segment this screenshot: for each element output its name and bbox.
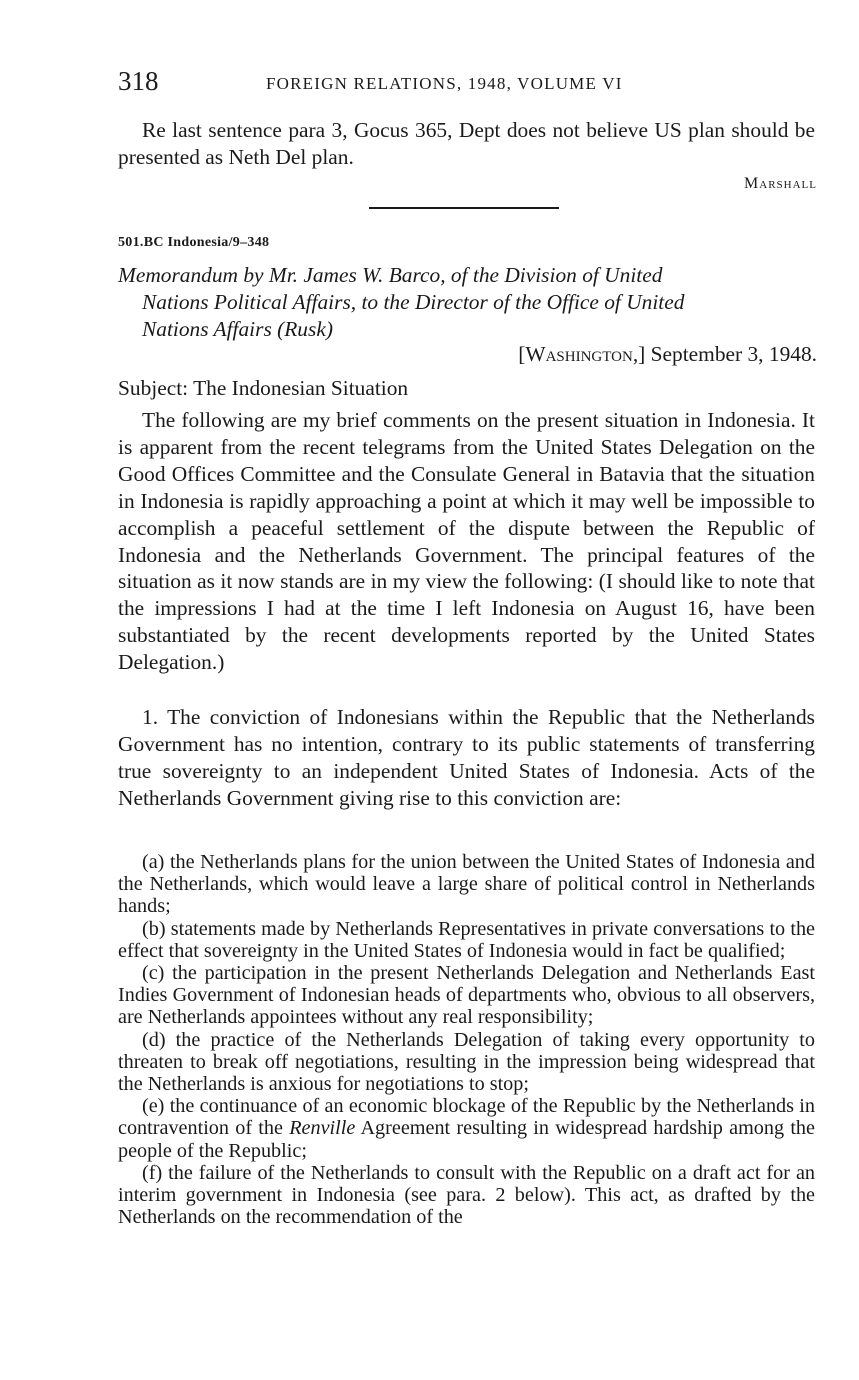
file-reference: 501.BC Indonesia/9–348 [118, 235, 270, 250]
dateline-date: September 3, 1948. [650, 342, 817, 366]
intro-paragraph: The following are my brief comments on the present situation in Indonesia. It is apparent from the recent telegrams from the United States Delegation on the Good Offices Committee and the Consulate General in Batavia that the situation in Indonesia is rapidly approaching a point at which it may well be impossible to accomplish a peaceful settlement of the dispute between the Republic of Indonesia and the Netherlands Government. The principal features of the situation as it now stands are in my view the following: (I should like to note that the impressions I had at the time I left Indonesia on August 16, have been substantiated by the recent developments reported by the United States Delegation.) [118, 408, 815, 675]
memo-heading-line-3: Nations Affairs (Rusk) [142, 316, 333, 341]
page-number: 318 [118, 66, 159, 96]
dateline-place: [Washington,] [518, 342, 646, 366]
opening-paragraph-block [118, 117, 815, 171]
item-d: (d) the practice of the Netherlands Delegation of taking every opportunity to threaten to break off negotiations, resulting in the impression being widespread that the Netherlands is anxious for negotiations to stop; [118, 1028, 815, 1096]
item-e-text-1: (e) the continuance of an economic blockage of the Republic by the Netherlands in contravention of the [118, 1095, 815, 1140]
dateline [518, 342, 817, 367]
opening-paragraph: Re last sentence para 3, Gocus 365, Dept does not believe US plan should be presented as Neth Del plan. [118, 118, 815, 169]
point-1-paragraph: 1. The conviction of Indonesians within the Republic that the Netherlands Government has no intention, contrary to its public statements of transferring true sovereignty to an independent United States of Indonesia. Acts of the Netherlands Government giving rise to this conviction are: [118, 705, 815, 810]
memo-heading-line-1: Memorandum by Mr. James W. Barco, of the Division of United [118, 263, 663, 287]
signature: Marshall [744, 175, 817, 192]
subject-line: Subject: The Indonesian Situation [118, 376, 409, 400]
memo-heading [118, 262, 815, 343]
memo-heading-line-2: Nations Political Affairs, to the Director of the Office of United [142, 289, 685, 314]
item-b: (b) statements made by Netherlands Representatives in private conversations to the effect that sovereignty in the United States of Indonesia would in fact be qualified; [118, 917, 815, 962]
item-f: (f) the failure of the Netherlands to consult with the Republic on a draft act for an interim government in Indonesia (see para. 2 below). This act, as drafted by the Netherlands on the recommendation of the [118, 1161, 815, 1229]
item-e [118, 1095, 815, 1162]
item-list [118, 851, 815, 1228]
section-divider [369, 207, 559, 209]
running-title: FOREIGN RELATIONS, 1948, VOLUME VI [266, 74, 623, 93]
item-e-agreement-name: Renville [289, 1117, 356, 1140]
intro-paragraph-block [118, 407, 815, 676]
running-header [118, 66, 818, 98]
point-1-block [118, 704, 815, 812]
item-c: (c) the participation in the present Netherlands Delegation and Netherlands East Indies Government of Indonesian heads of departments who, obvious to all observers, are Netherlands appointees without any real responsibility; [118, 962, 815, 1029]
item-e-text-2: Agreement resulting in widespread hardship among the people of the Republic; [118, 1117, 815, 1162]
item-a: (a) the Netherlands plans for the union between the United States of Indonesia and the Netherlands, which would leave a large share of political control in Netherlands hands; [118, 851, 815, 918]
